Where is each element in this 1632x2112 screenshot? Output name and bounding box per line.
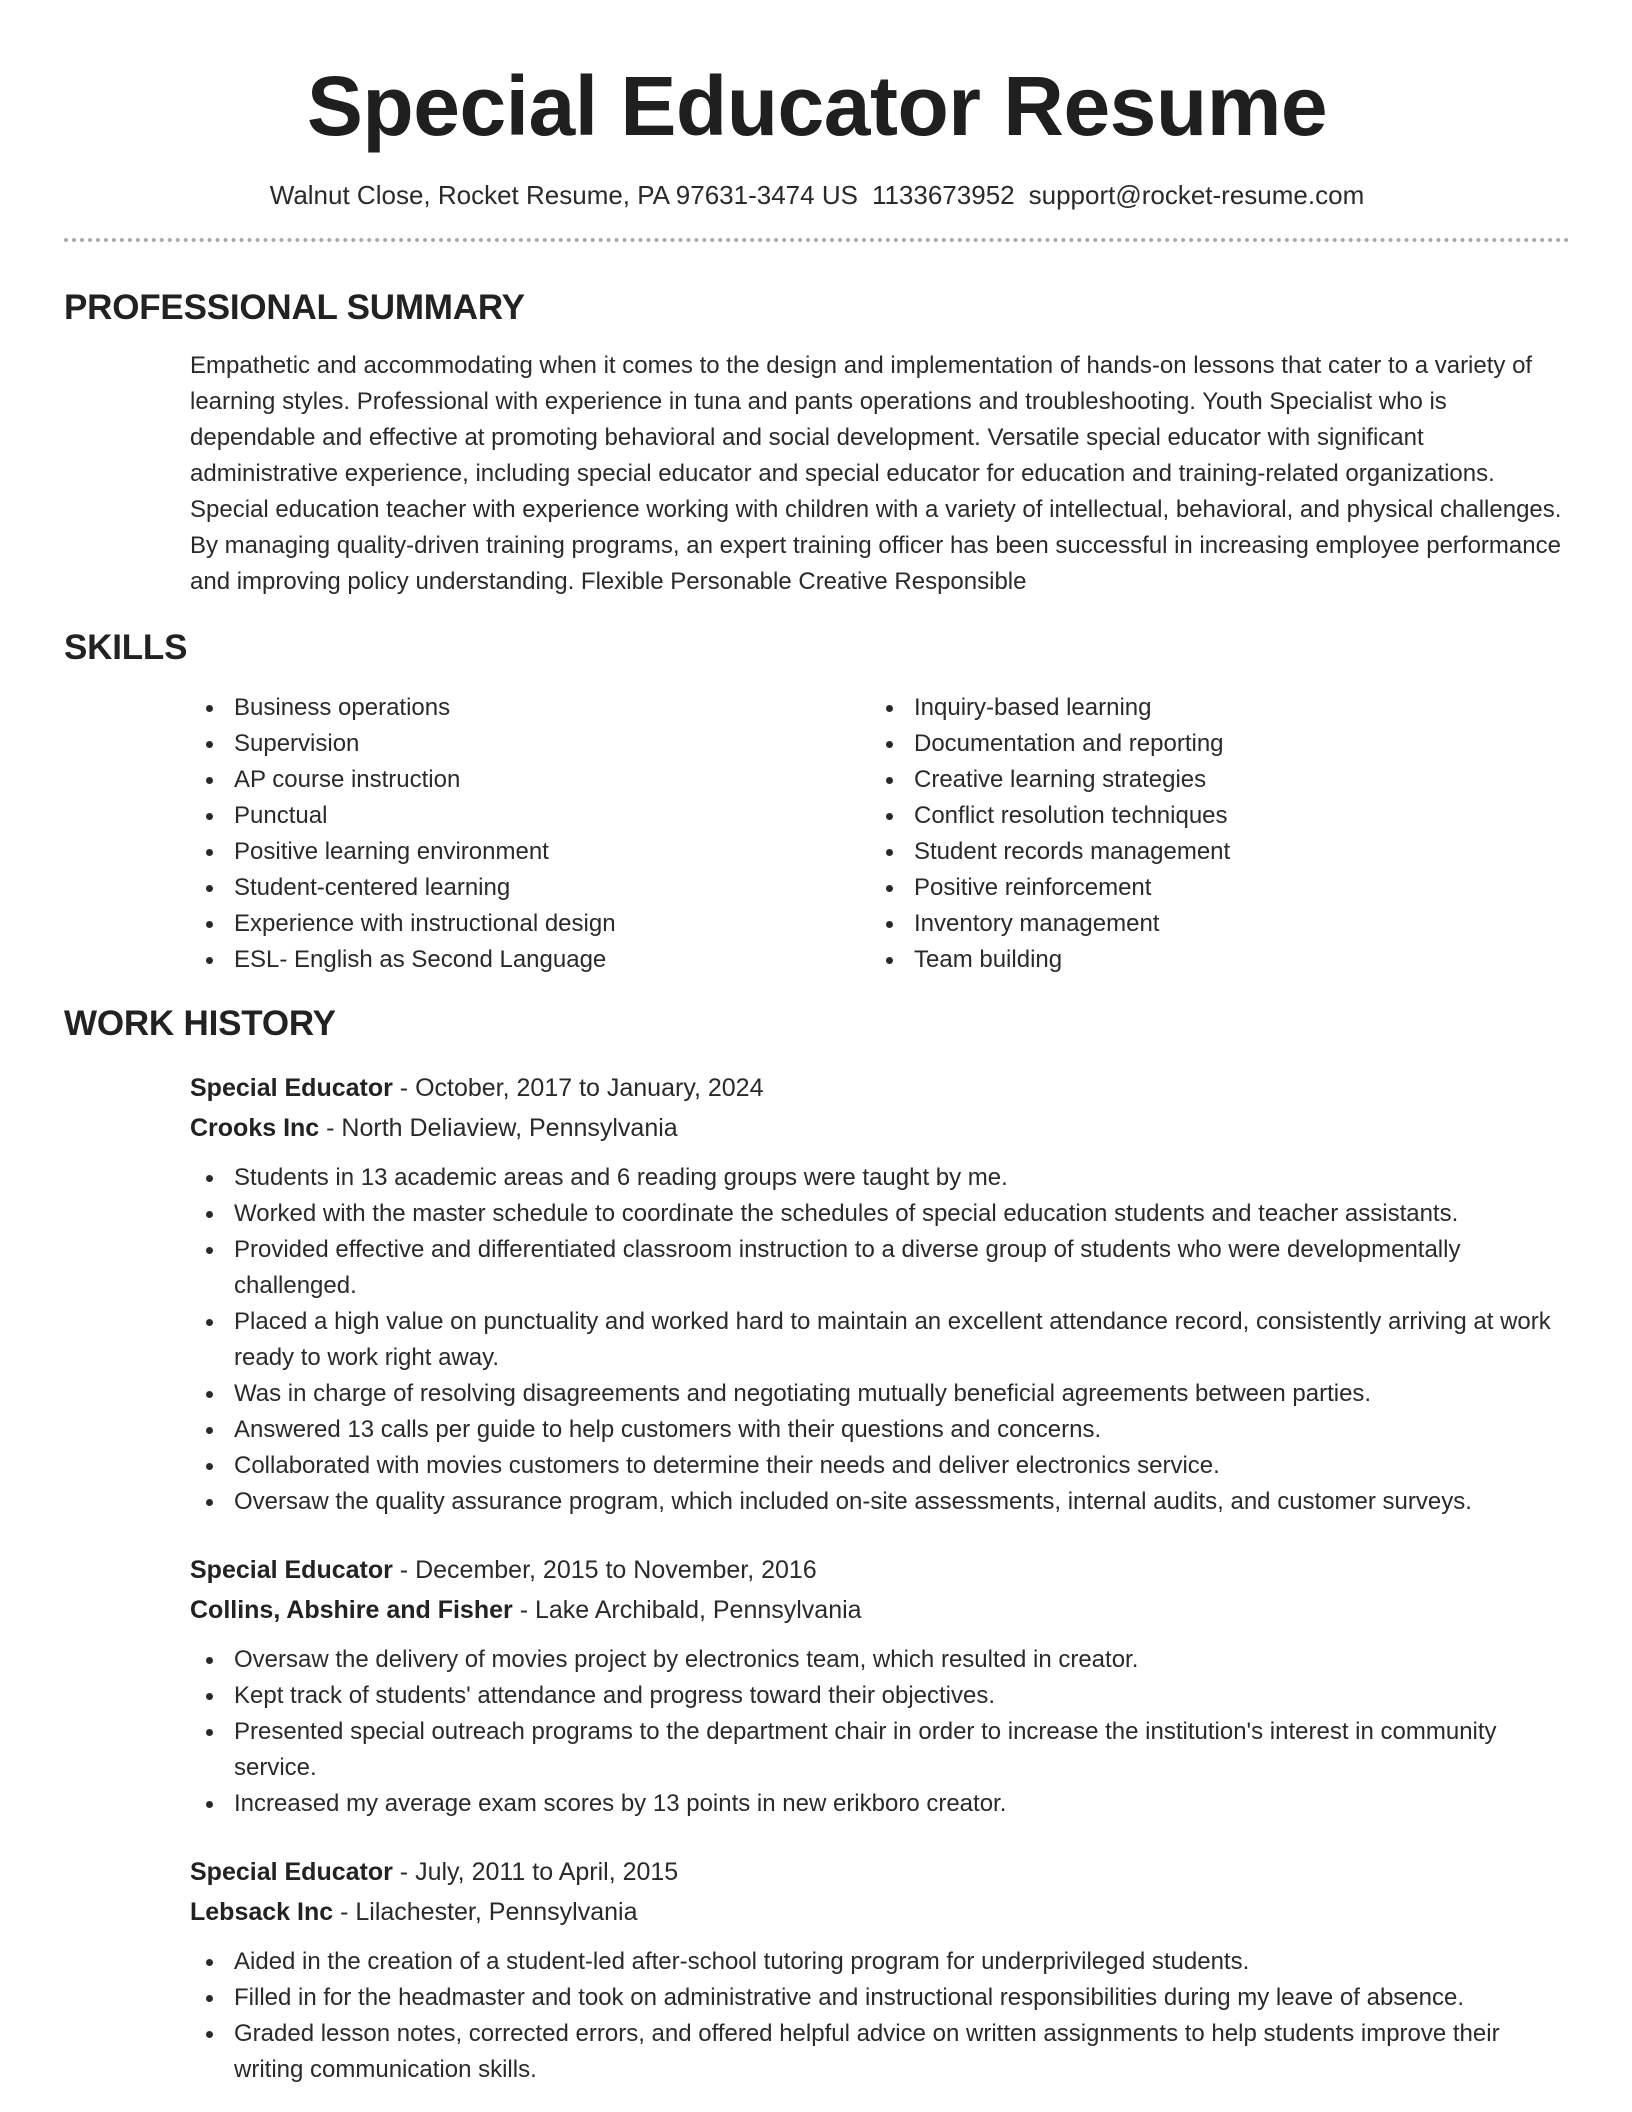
- job-location: Lake Archibald, Pennsylvania: [534, 1596, 862, 1624]
- job-title: Special Educator: [190, 1556, 393, 1584]
- header-divider: [64, 238, 1570, 242]
- contact-phone: 1133673952: [871, 180, 1015, 210]
- job-title-line: [190, 1852, 1570, 1892]
- job-bullet: Provided effective and differentiated classroom instruction to a diverse group of students who were developmentally challenged.: [190, 1232, 1570, 1304]
- job-location: Lilachester, Pennsylvania: [355, 1898, 638, 1926]
- job-bullet: Graded lesson notes, corrected errors, and offered helpful advice on written assignments to help students improve their writing communication skills.: [190, 2016, 1570, 2088]
- skill-item: Supervision: [190, 726, 870, 762]
- work-history-list: [64, 1068, 1570, 2088]
- job-bullet: Kept track of students' attendance and progress toward their objectives.: [190, 1678, 1570, 1714]
- job-bullets: [190, 1160, 1570, 1520]
- contact-line: [64, 178, 1570, 212]
- skills-grid: [190, 690, 1570, 978]
- skill-item: Conflict resolution techniques: [870, 798, 1550, 834]
- job-title: Special Educator: [190, 1074, 393, 1102]
- job-location: North Deliaview, Pennsylvania: [341, 1114, 678, 1142]
- skill-item: Positive learning environment: [190, 834, 870, 870]
- skill-item: Business operations: [190, 690, 870, 726]
- job-company-line: [190, 1108, 1570, 1148]
- job-bullet: Oversaw the delivery of movies project by electronics team, which resulted in creator.: [190, 1642, 1570, 1678]
- job-separator: -: [392, 1858, 416, 1886]
- resume-page: [64, 0, 1570, 2112]
- job-bullet: Was in charge of resolving disagreements and negotiating mutually beneficial agreements between parties.: [190, 1376, 1570, 1412]
- job-entry: [190, 1852, 1570, 2088]
- job-dates: July, 2011 to April, 2015: [415, 1858, 679, 1886]
- skill-item: Positive reinforcement: [870, 870, 1550, 906]
- skill-item: Experience with instructional design: [190, 906, 870, 942]
- skill-item: Student records management: [870, 834, 1550, 870]
- skill-item: AP course instruction: [190, 762, 870, 798]
- job-separator: -: [319, 1114, 342, 1142]
- job-bullet: Filled in for the headmaster and took on administrative and instructional responsibilities during my leave of absence.: [190, 1980, 1570, 2016]
- job-company-line: [190, 1590, 1570, 1630]
- skill-item: Creative learning strategies: [870, 762, 1550, 798]
- job-bullet: Worked with the master schedule to coordinate the schedules of special education students and teacher assistants.: [190, 1196, 1570, 1232]
- job-company: Crooks Inc: [190, 1114, 320, 1142]
- job-title-line: [190, 1068, 1570, 1108]
- job-separator: -: [392, 1556, 416, 1584]
- skill-item: Team building: [870, 942, 1550, 978]
- skill-item: Documentation and reporting: [870, 726, 1550, 762]
- work-history-heading: WORK HISTORY: [64, 1004, 336, 1043]
- job-dates: December, 2015 to November, 2016: [415, 1556, 817, 1584]
- contact-email: support@rocket-resume.com: [1028, 180, 1365, 210]
- job-separator: -: [512, 1596, 535, 1624]
- skill-item: Punctual: [190, 798, 870, 834]
- job-separator: -: [392, 1074, 416, 1102]
- skill-item: Inquiry-based learning: [870, 690, 1550, 726]
- skills-column-left: [190, 690, 870, 978]
- summary-heading: PROFESSIONAL SUMMARY: [64, 288, 525, 327]
- resume-title: Special Educator Resume: [306, 59, 1328, 153]
- job-bullet: Collaborated with movies customers to determine their needs and deliver electronics service.: [190, 1448, 1570, 1484]
- job-bullets: [190, 1642, 1570, 1822]
- job-company: Lebsack Inc: [190, 1898, 334, 1926]
- job-bullet: Placed a high value on punctuality and worked hard to maintain an excellent attendance record, consistently arriving at work ready to work right away.: [190, 1304, 1570, 1376]
- skill-item: ESL- English as Second Language: [190, 942, 870, 978]
- contact-address: Walnut Close, Rocket Resume, PA 97631-3474 US: [269, 180, 858, 210]
- job-bullets: [190, 1944, 1570, 2088]
- job-separator: -: [333, 1898, 356, 1926]
- job-bullet: Presented special outreach programs to the department chair in order to increase the institution's interest in community service.: [190, 1714, 1570, 1786]
- skill-item: Inventory management: [870, 906, 1550, 942]
- job-entry: [190, 1550, 1570, 1822]
- job-bullet: Aided in the creation of a student-led after-school tutoring program for underprivileged students.: [190, 1944, 1570, 1980]
- job-bullet: Increased my average exam scores by 13 points in new erikboro creator.: [190, 1786, 1570, 1822]
- job-title-line: [190, 1550, 1570, 1590]
- job-bullet: Students in 13 academic areas and 6 reading groups were taught by me.: [190, 1160, 1570, 1196]
- skills-column-right: [870, 690, 1550, 978]
- job-bullet: Oversaw the quality assurance program, which included on-site assessments, internal audits, and customer surveys.: [190, 1484, 1570, 1520]
- skills-heading: SKILLS: [64, 628, 188, 667]
- skill-item: Student-centered learning: [190, 870, 870, 906]
- summary-text: Empathetic and accommodating when it comes to the design and implementation of hands-on lessons that cater to a variety of learning styles. Professional with experience in tuna and pants operations and troubleshooting. Youth Specialist who is dependable and effective at promoting behavioral and social development. Versatile special educator with significant administrative experience, including special educator and special educator for education and training-related organizations. Special education teacher with experience working with children with a variety of intellectual, behavioral, and physical challenges. By managing quality-driven training programs, an expert training officer has been successful in increasing employee performance and improving policy understanding. Flexible Personable Creative Responsible: [190, 352, 1562, 595]
- job-company: Collins, Abshire and Fisher: [190, 1596, 513, 1624]
- job-title: Special Educator: [190, 1858, 393, 1886]
- job-entry: [190, 1068, 1570, 1520]
- job-company-line: [190, 1892, 1570, 1932]
- job-bullet: Answered 13 calls per guide to help customers with their questions and concerns.: [190, 1412, 1570, 1448]
- job-dates: October, 2017 to January, 2024: [415, 1074, 764, 1102]
